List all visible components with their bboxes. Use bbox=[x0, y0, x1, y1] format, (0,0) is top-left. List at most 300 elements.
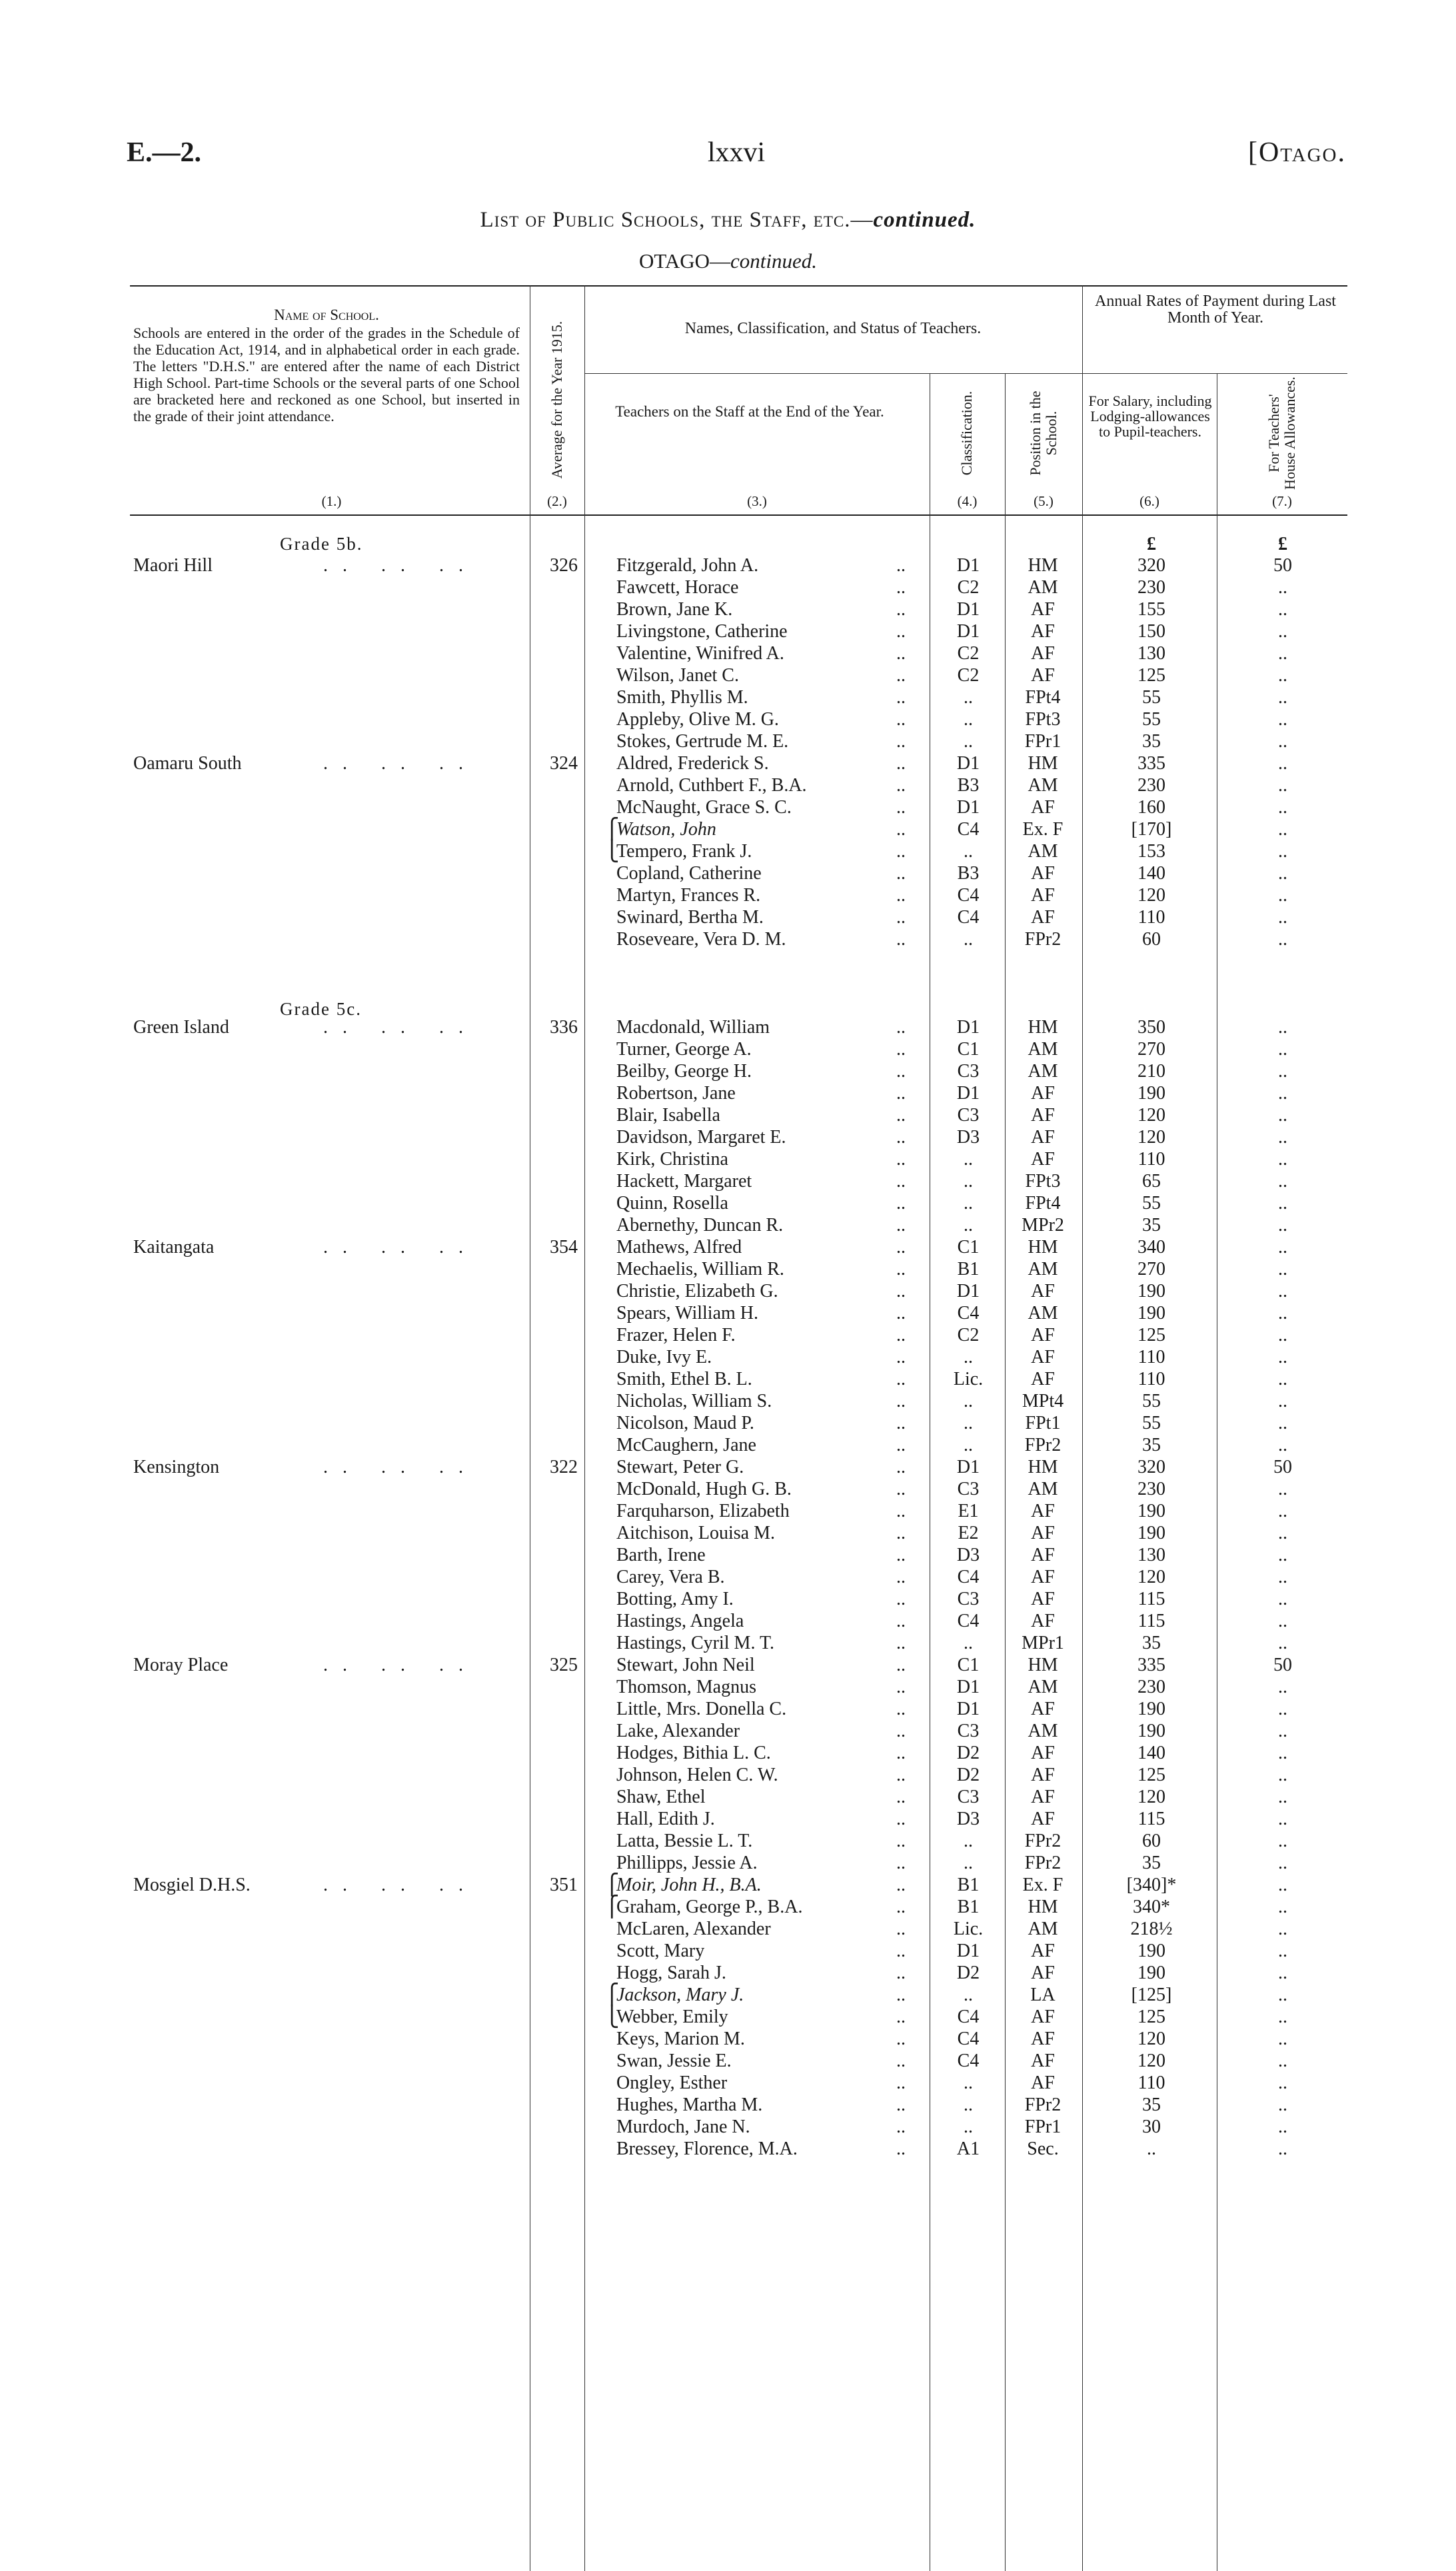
leader-dots: .. bbox=[896, 797, 906, 818]
classification: .. bbox=[964, 1435, 973, 1455]
table-row bbox=[0, 1896, 1456, 1918]
leader-dots: .. bbox=[896, 1875, 906, 1895]
teacher-name bbox=[616, 1720, 906, 1742]
leader-dots: .. bbox=[896, 1457, 906, 1477]
position: AF bbox=[1031, 1699, 1055, 1719]
teacher-name bbox=[616, 554, 906, 576]
teacher-name bbox=[616, 906, 906, 928]
salary: 110 bbox=[1137, 1149, 1165, 1170]
position: HM bbox=[1028, 1457, 1058, 1477]
house-allowance: .. bbox=[1278, 1589, 1287, 1609]
salary: 190 bbox=[1137, 1721, 1165, 1741]
position: AF bbox=[1031, 1369, 1055, 1389]
classification: C3 bbox=[957, 1105, 980, 1126]
teacher-name-text: Tempero, Frank J. bbox=[616, 841, 752, 862]
teacher-name bbox=[616, 1038, 906, 1060]
leader-dots: .. .. .. bbox=[323, 1875, 478, 1895]
house-allowance: .. bbox=[1278, 753, 1287, 774]
table-row bbox=[0, 642, 1456, 664]
teacher-name bbox=[616, 1192, 906, 1214]
teacher-name bbox=[616, 1390, 906, 1412]
salary: 125 bbox=[1137, 1765, 1165, 1785]
average-attendance: 351 bbox=[550, 1875, 578, 1895]
leader-dots: .. bbox=[896, 841, 906, 862]
salary: 125 bbox=[1137, 665, 1165, 686]
house-allowance: .. bbox=[1278, 1105, 1287, 1126]
salary: 190 bbox=[1137, 1281, 1165, 1301]
teacher-name bbox=[616, 1060, 906, 1082]
classification: D1 bbox=[956, 555, 980, 576]
house-allowance: .. bbox=[1278, 885, 1287, 906]
classification: Lic. bbox=[953, 1369, 984, 1389]
salary: 120 bbox=[1137, 885, 1165, 906]
position: FPr2 bbox=[1024, 929, 1062, 950]
classification: D1 bbox=[956, 599, 980, 620]
leader-dots: .. .. .. bbox=[323, 1237, 478, 1258]
salary: 230 bbox=[1137, 1677, 1165, 1697]
school-name: Maori Hill .. .. .. bbox=[133, 555, 478, 576]
teacher-name-text: Abernethy, Duncan R. bbox=[616, 1215, 784, 1236]
teacher-name bbox=[616, 1214, 906, 1236]
house-allowance: .. bbox=[1278, 2073, 1287, 2093]
leader-dots: .. bbox=[896, 1193, 906, 1214]
house-allowance: .. bbox=[1278, 687, 1287, 708]
position: AF bbox=[1031, 665, 1055, 686]
teacher-name-text: Nicolson, Maud P. bbox=[616, 1413, 754, 1433]
classification: C3 bbox=[957, 1721, 980, 1741]
table-row bbox=[0, 730, 1456, 752]
teacher-name-text: Carey, Vera B. bbox=[616, 1567, 725, 1587]
salary: 270 bbox=[1137, 1259, 1165, 1280]
teacher-name-text: Fawcett, Horace bbox=[616, 577, 739, 598]
house-allowance: .. bbox=[1278, 1897, 1287, 1917]
house-allowance: .. bbox=[1278, 1523, 1287, 1543]
bracket-mark: ⎩ bbox=[604, 840, 620, 862]
teacher-name bbox=[616, 1170, 906, 1192]
table-row bbox=[0, 752, 1456, 774]
position: HM bbox=[1028, 753, 1058, 774]
leader-dots: .. bbox=[896, 2051, 906, 2071]
teacher-name bbox=[616, 1016, 906, 1038]
school-name: Kaitangata .. .. .. bbox=[133, 1237, 478, 1258]
col3-number: (3.) bbox=[747, 493, 767, 509]
teacher-name bbox=[616, 1478, 906, 1500]
col1-header: Name of School. Schools are entered in the order of the grades in the Schedule of the Education Act, 1914, and in alphabetical order in each grade. The letters "D.H.S." are entered after the name of each District High School. Part-time Schools or the several parts of one School are bracketed here and reckoned as one School, but inserted in the grade of their joint attendance. bbox=[133, 307, 520, 425]
teacher-name-text: Scott, Mary bbox=[616, 1941, 705, 1961]
teacher-name-text: Swan, Jessie E. bbox=[616, 2051, 732, 2071]
house-allowance: .. bbox=[1278, 1941, 1287, 1961]
col4-header: Classification. bbox=[958, 391, 975, 476]
teacher-name bbox=[616, 1610, 906, 1632]
house-allowance: .. bbox=[1278, 1149, 1287, 1170]
classification: C4 bbox=[957, 1567, 980, 1587]
house-allowance: .. bbox=[1278, 907, 1287, 928]
teacher-name bbox=[616, 2094, 906, 2116]
salary: 130 bbox=[1137, 1545, 1165, 1565]
house-allowance: .. bbox=[1278, 1743, 1287, 1763]
teacher-name bbox=[616, 862, 906, 884]
position: AF bbox=[1031, 907, 1055, 928]
position: AF bbox=[1031, 797, 1055, 818]
leader-dots: .. bbox=[896, 1171, 906, 1192]
average-attendance: 322 bbox=[550, 1457, 578, 1477]
classification: .. bbox=[964, 1391, 973, 1411]
table-row bbox=[0, 1742, 1456, 1764]
school-name: Moray Place .. .. .. bbox=[133, 1655, 478, 1675]
classification: .. bbox=[964, 2117, 973, 2137]
leader-dots: .. bbox=[896, 775, 906, 796]
classification: .. bbox=[964, 841, 973, 862]
house-allowance: .. bbox=[1278, 1391, 1287, 1411]
table-row bbox=[0, 862, 1456, 884]
salary: 190 bbox=[1137, 1699, 1165, 1719]
classification: D2 bbox=[956, 1765, 980, 1785]
teacher-name bbox=[616, 1808, 906, 1830]
teacher-name-text: Hall, Edith J. bbox=[616, 1809, 715, 1829]
teacher-name bbox=[616, 1984, 906, 2006]
leader-dots: .. bbox=[896, 1347, 906, 1367]
table-row bbox=[0, 1962, 1456, 1984]
header-left: E.—2. bbox=[127, 137, 202, 168]
classification: .. bbox=[964, 1985, 973, 2005]
leader-dots: .. bbox=[896, 1017, 906, 1038]
col3-header: Teachers on the Staff at the End of the Year. bbox=[615, 403, 884, 420]
teacher-name bbox=[616, 1434, 906, 1456]
salary: 340 bbox=[1137, 1237, 1165, 1258]
position: AF bbox=[1031, 1347, 1055, 1367]
salary: 120 bbox=[1137, 1127, 1165, 1148]
classification: D1 bbox=[956, 797, 980, 818]
house-allowance: .. bbox=[1278, 1325, 1287, 1345]
teacher-name bbox=[616, 2050, 906, 2072]
salary: 140 bbox=[1137, 863, 1165, 884]
leader-dots: .. bbox=[896, 885, 906, 906]
leader-dots: .. bbox=[896, 863, 906, 884]
table-row bbox=[0, 1852, 1456, 1874]
teacher-name-text: Watson, John bbox=[616, 819, 716, 840]
classification: .. bbox=[964, 709, 973, 730]
position: AF bbox=[1031, 1501, 1055, 1521]
leader-dots: .. bbox=[896, 1061, 906, 1082]
salary: 120 bbox=[1137, 1105, 1165, 1126]
col3-group-header: Names, Classification, and Status of Teachers. bbox=[684, 320, 982, 337]
salary: 60 bbox=[1142, 1831, 1161, 1851]
leader-dots: .. bbox=[896, 731, 906, 752]
teacher-name bbox=[616, 1852, 906, 1874]
classification: B1 bbox=[957, 1875, 980, 1895]
position: HM bbox=[1028, 1017, 1058, 1038]
position: MPr1 bbox=[1022, 1633, 1064, 1653]
house-allowance: .. bbox=[1278, 863, 1287, 884]
salary: 35 bbox=[1142, 1633, 1161, 1653]
table-row bbox=[0, 1170, 1456, 1192]
house-allowance: .. bbox=[1278, 1721, 1287, 1741]
salary: 125 bbox=[1137, 2007, 1165, 2027]
leader-dots: .. bbox=[896, 1149, 906, 1170]
position: AF bbox=[1031, 1149, 1055, 1170]
teacher-name-text: Phillipps, Jessie A. bbox=[616, 1853, 758, 1873]
salary: 35 bbox=[1142, 731, 1161, 752]
col2-number: (2.) bbox=[547, 493, 567, 509]
house-allowance: .. bbox=[1278, 1567, 1287, 1587]
classification: B3 bbox=[957, 863, 980, 884]
position: AF bbox=[1031, 2007, 1055, 2027]
leader-dots: .. bbox=[896, 2029, 906, 2049]
teacher-name bbox=[616, 1302, 906, 1324]
teacher-name-text: Robertson, Jane bbox=[616, 1083, 736, 1104]
position: AF bbox=[1031, 2029, 1055, 2049]
leader-dots: .. .. .. bbox=[323, 1017, 478, 1038]
teacher-name bbox=[616, 2116, 906, 2138]
teacher-name-text: Hackett, Margaret bbox=[616, 1171, 752, 1192]
table-row bbox=[0, 1786, 1456, 1808]
teacher-name bbox=[616, 1632, 906, 1654]
salary: 270 bbox=[1137, 1039, 1165, 1060]
house-allowance: .. bbox=[1278, 1699, 1287, 1719]
position: AF bbox=[1031, 863, 1055, 884]
table-row bbox=[0, 1940, 1456, 1962]
salary: 110 bbox=[1137, 2073, 1165, 2093]
teacher-name-text: Duke, Ivy E. bbox=[616, 1347, 712, 1367]
table-row bbox=[0, 1082, 1456, 1104]
classification: .. bbox=[964, 1633, 973, 1653]
table-row bbox=[0, 1346, 1456, 1368]
house-allowance: .. bbox=[1278, 797, 1287, 818]
classification: C4 bbox=[957, 907, 980, 928]
col5-header: Position in the School. bbox=[1027, 391, 1060, 476]
teacher-name-text: McNaught, Grace S. C. bbox=[616, 797, 792, 818]
salary: 340* bbox=[1133, 1897, 1170, 1917]
school-name: Oamaru South .. .. .. bbox=[133, 753, 478, 774]
position: AF bbox=[1031, 1611, 1055, 1631]
classification: C1 bbox=[957, 1655, 980, 1675]
teacher-name bbox=[616, 1566, 906, 1588]
position: FPt3 bbox=[1025, 709, 1061, 730]
classification: C2 bbox=[957, 643, 980, 664]
teacher-name-text: Davidson, Margaret E. bbox=[616, 1127, 786, 1148]
table-row bbox=[0, 1720, 1456, 1742]
teacher-name-text: Smith, Ethel B. L. bbox=[616, 1369, 752, 1389]
table-row bbox=[0, 2138, 1456, 2160]
teacher-name bbox=[616, 1236, 906, 1258]
leader-dots: .. bbox=[896, 2007, 906, 2027]
teacher-name bbox=[616, 1764, 906, 1786]
teacher-name bbox=[616, 1368, 906, 1390]
classification: C4 bbox=[957, 1303, 980, 1323]
teacher-name-text: Hogg, Sarah J. bbox=[616, 1963, 726, 1983]
salary: [340]* bbox=[1126, 1875, 1177, 1895]
leader-dots: .. .. .. bbox=[323, 1457, 478, 1477]
leader-dots: .. bbox=[896, 1919, 906, 1939]
salary: 55 bbox=[1142, 1413, 1161, 1433]
position: FPt1 bbox=[1025, 1413, 1061, 1433]
position: AM bbox=[1028, 1721, 1058, 1741]
teacher-name-text: Graham, George P., B.A. bbox=[616, 1897, 803, 1917]
leader-dots: .. bbox=[896, 1787, 906, 1807]
teacher-name bbox=[616, 1962, 906, 1984]
house-allowance: .. bbox=[1278, 1061, 1287, 1082]
classification: D3 bbox=[956, 1545, 980, 1565]
position: AF bbox=[1031, 1765, 1055, 1785]
classification: D1 bbox=[956, 1941, 980, 1961]
salary: 115 bbox=[1137, 1589, 1165, 1609]
classification: D2 bbox=[956, 1963, 980, 1983]
house-allowance: .. bbox=[1278, 1281, 1287, 1301]
table-row bbox=[0, 1302, 1456, 1324]
grade-label: Grade 5b. bbox=[280, 534, 363, 554]
house-allowance: .. bbox=[1278, 1853, 1287, 1873]
teacher-name-text: Latta, Bessie L. T. bbox=[616, 1831, 753, 1851]
house-allowance: .. bbox=[1278, 1985, 1287, 2005]
house-allowance: .. bbox=[1278, 577, 1287, 598]
position: FPr1 bbox=[1024, 731, 1062, 752]
salary: 130 bbox=[1137, 643, 1165, 664]
classification: .. bbox=[964, 1853, 973, 1873]
teacher-name-text: Ongley, Esther bbox=[616, 2073, 728, 2093]
classification: .. bbox=[964, 929, 973, 950]
classification: C4 bbox=[957, 2007, 980, 2027]
leader-dots: .. .. .. bbox=[323, 753, 478, 774]
table-row bbox=[0, 1918, 1456, 1940]
leader-dots: .. bbox=[896, 621, 906, 642]
position: MPt4 bbox=[1022, 1391, 1064, 1411]
teacher-name-text: Hughes, Martha M. bbox=[616, 2095, 763, 2115]
bracket-mark: ⎩ bbox=[604, 2006, 620, 2028]
salary: 160 bbox=[1137, 797, 1165, 818]
teacher-name bbox=[616, 1830, 906, 1852]
teacher-name-text: Arnold, Cuthbert F., B.A. bbox=[616, 775, 807, 796]
house-allowance: .. bbox=[1278, 2051, 1287, 2071]
salary: 120 bbox=[1137, 2051, 1165, 2071]
salary: 230 bbox=[1137, 577, 1165, 598]
average-attendance: 324 bbox=[550, 753, 578, 774]
teacher-name-text: Brown, Jane K. bbox=[616, 599, 733, 620]
position: AF bbox=[1031, 2073, 1055, 2093]
table-row bbox=[0, 620, 1456, 642]
teacher-name bbox=[616, 1874, 906, 1896]
table-row bbox=[0, 2116, 1456, 2138]
teacher-name bbox=[616, 1082, 906, 1104]
teacher-name bbox=[616, 1346, 906, 1368]
leader-dots: .. bbox=[896, 1501, 906, 1521]
leader-dots: .. bbox=[896, 2117, 906, 2137]
teacher-name bbox=[616, 1148, 906, 1170]
teacher-name-text: Hastings, Angela bbox=[616, 1611, 744, 1631]
classification: .. bbox=[964, 1413, 973, 1433]
table-row bbox=[0, 2094, 1456, 2116]
classification: C2 bbox=[957, 665, 980, 686]
teacher-name bbox=[616, 1676, 906, 1698]
page-subtitle: OTAGO—continued. bbox=[638, 249, 817, 273]
teacher-name bbox=[616, 1258, 906, 1280]
house-allowance: .. bbox=[1278, 1369, 1287, 1389]
salary: 230 bbox=[1137, 1479, 1165, 1499]
table-row bbox=[0, 1764, 1456, 1786]
leader-dots: .. bbox=[896, 1127, 906, 1148]
position: FPr2 bbox=[1024, 1831, 1062, 1851]
position: HM bbox=[1028, 1237, 1058, 1258]
teacher-name bbox=[616, 2072, 906, 2094]
classification: C4 bbox=[957, 1611, 980, 1631]
teacher-name bbox=[616, 620, 906, 642]
leader-dots: .. bbox=[896, 1303, 906, 1323]
table-row bbox=[0, 686, 1456, 708]
salary: 55 bbox=[1142, 709, 1161, 730]
teacher-name bbox=[616, 664, 906, 686]
salary: 35 bbox=[1142, 1853, 1161, 1873]
teacher-name bbox=[616, 1412, 906, 1434]
table-row bbox=[0, 708, 1456, 730]
leader-dots: .. bbox=[896, 709, 906, 730]
average-attendance: 326 bbox=[550, 555, 578, 576]
house-allowance: .. bbox=[1278, 1347, 1287, 1367]
house-allowance: .. bbox=[1278, 1919, 1287, 1939]
house-allowance: .. bbox=[1278, 2029, 1287, 2049]
leader-dots: .. bbox=[896, 1963, 906, 1983]
col7-header: For Teachers' House Allowances. bbox=[1265, 377, 1298, 490]
teacher-name-text: Shaw, Ethel bbox=[616, 1787, 706, 1807]
classification: .. bbox=[964, 687, 973, 708]
leader-dots: .. bbox=[896, 1743, 906, 1763]
table-row bbox=[0, 1126, 1456, 1148]
position: AM bbox=[1028, 1259, 1058, 1280]
table-row bbox=[0, 2006, 1456, 2028]
position: AF bbox=[1031, 599, 1055, 620]
table-row bbox=[0, 928, 1456, 950]
leader-dots: .. bbox=[896, 665, 906, 686]
bracket-mark: ⎧ bbox=[604, 1984, 620, 2006]
teacher-name bbox=[616, 928, 906, 950]
teacher-name-text: Hodges, Bithia L. C. bbox=[616, 1743, 771, 1763]
salary: 335 bbox=[1137, 753, 1165, 774]
table-row bbox=[0, 1588, 1456, 1610]
school-name: Green Island .. .. .. bbox=[133, 1017, 478, 1038]
teacher-name-text: Jackson, Mary J. bbox=[616, 1985, 744, 2005]
salary: 125 bbox=[1137, 1325, 1165, 1345]
table-row bbox=[0, 1214, 1456, 1236]
house-allowance: .. bbox=[1278, 1039, 1287, 1060]
bracket-mark: ⎧ bbox=[604, 1896, 620, 1918]
classification: .. bbox=[964, 1831, 973, 1851]
table-row bbox=[0, 2072, 1456, 2094]
teacher-name bbox=[616, 1588, 906, 1610]
salary: 210 bbox=[1137, 1061, 1165, 1082]
table-row bbox=[0, 1544, 1456, 1566]
house-allowance: .. bbox=[1278, 2139, 1287, 2159]
position: AM bbox=[1028, 1479, 1058, 1499]
teacher-name-text: Stokes, Gertrude M. E. bbox=[616, 731, 789, 752]
house-allowance: .. bbox=[1278, 665, 1287, 686]
house-allowance: .. bbox=[1278, 1171, 1287, 1192]
classification: .. bbox=[964, 1215, 973, 1236]
salary: 55 bbox=[1142, 1391, 1161, 1411]
position: HM bbox=[1028, 1655, 1058, 1675]
position: AF bbox=[1031, 1567, 1055, 1587]
table-row bbox=[0, 1104, 1456, 1126]
position: AF bbox=[1031, 1809, 1055, 1829]
table-row bbox=[0, 1016, 1456, 1038]
salary: 115 bbox=[1137, 1611, 1165, 1631]
leader-dots: .. bbox=[896, 577, 906, 598]
grade-label: Grade 5c. bbox=[280, 999, 362, 1019]
leader-dots: .. bbox=[896, 929, 906, 950]
table-row bbox=[0, 1500, 1456, 1522]
classification: D3 bbox=[956, 1127, 980, 1148]
classification: D1 bbox=[956, 1699, 980, 1719]
teacher-name-text: Swinard, Bertha M. bbox=[616, 907, 764, 928]
table-row bbox=[0, 576, 1456, 598]
position: AM bbox=[1028, 1039, 1058, 1060]
